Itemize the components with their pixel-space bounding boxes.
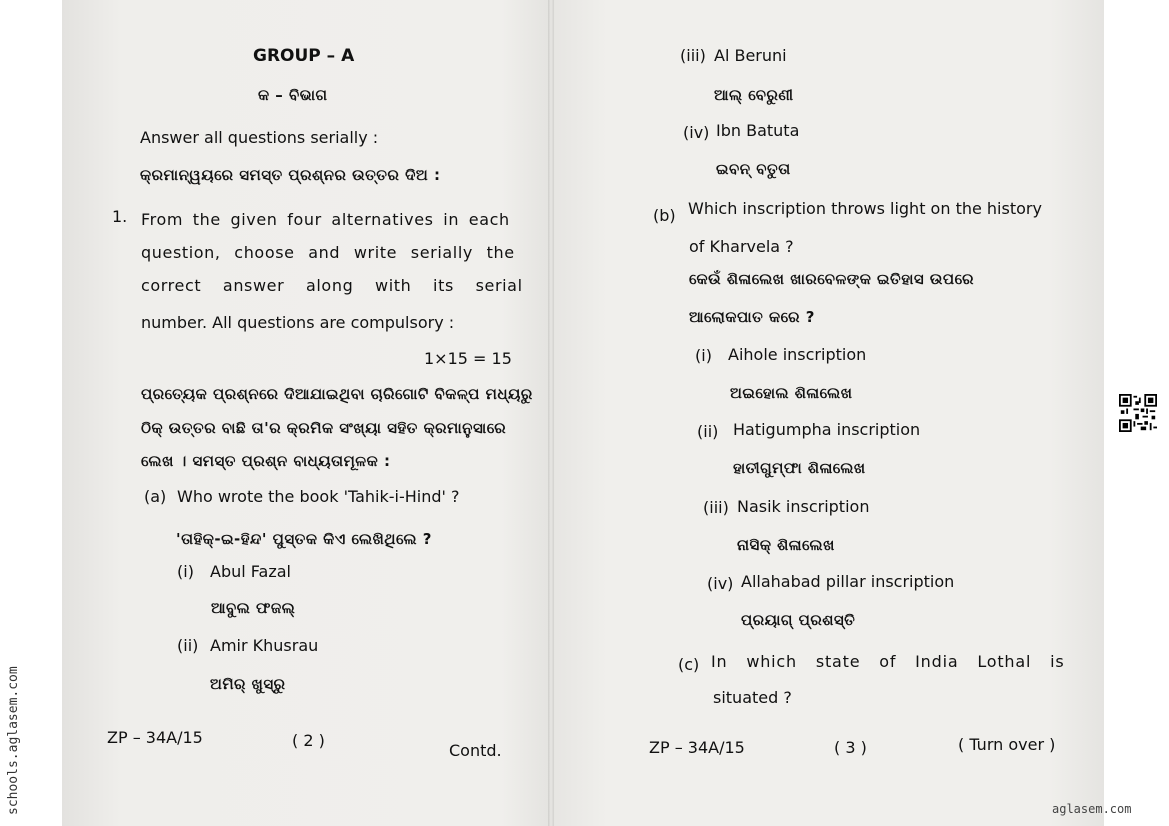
group-title: GROUP – A [253, 46, 355, 66]
q1-line-4: number. All questions are compulsory : [141, 313, 455, 332]
option-num: (ii) [697, 422, 719, 441]
qb-odia-line-2: ଆଲୋକପାତ କରେ ? [689, 308, 815, 326]
right-page [552, 0, 1104, 826]
option-text: Aihole inscription [728, 345, 867, 364]
footer-turn-over: ( Turn over ) [958, 735, 1056, 754]
q1-odia-line-1: ପ୍ରତ୍ୟେକ ପ୍ରଶ୍ନରେ ଦିଆଯାଇଥିବା ଚାରିଗୋଟି ବିକଳ୍ପ ମଧ୍ୟରୁ [141, 385, 533, 403]
option-num: (iv) [707, 574, 734, 593]
qc-line-2: situated ? [713, 688, 792, 707]
footer-page-left: ( 2 ) [292, 731, 325, 750]
option-num: (i) [695, 346, 712, 365]
qb-odia-line-1: କେଉଁ ଶିଳାଲେଖ ଖାରବେଳଙ୍କ ଇତିହାସ ଉପରେ [689, 270, 974, 288]
option-odia: ଅଇହୋଲ ଶିଳାଲେଖ [730, 384, 853, 402]
footer-code-right: ZP – 34A/15 [649, 738, 745, 757]
option-text: Nasik inscription [737, 497, 870, 516]
option-odia: ଆବୁଲ ଫଜଲ୍ [211, 599, 296, 617]
option-text: Ibn Batuta [716, 121, 800, 140]
footer-contd: Contd. [449, 741, 502, 760]
page-fold [548, 0, 554, 826]
q1-line-3: correct answer along with its serial [141, 276, 523, 295]
group-title-odia: କ – ବିଭାଗ [258, 86, 328, 104]
option-text: Abul Fazal [210, 562, 291, 581]
qb-line-2: of Kharvela ? [689, 237, 794, 256]
qa-label: (a) [144, 487, 167, 506]
footer-code-left: ZP – 34A/15 [107, 728, 203, 747]
qc-line-1: In which state of India Lothal is [711, 652, 1065, 671]
q1-line-2: question, choose and write serially the [141, 243, 515, 262]
option-odia: ପ୍ରୟାଗ୍ ପ୍ରଶସ୍ତି [741, 611, 856, 629]
option-odia: ନାସିକ୍ ଶିଳାଲେଖ [737, 536, 835, 554]
instruction-odia: କ୍ରମାନ୍ୱୟରେ ସମସ୍ତ ପ୍ରଶ୍ନର ଉତ୍ତର ଦିଅ : [140, 166, 441, 184]
option-text: Amir Khusrau [210, 636, 319, 655]
qc-label: (c) [678, 655, 700, 674]
qa-text: Who wrote the book 'Tahik-i-Hind' ? [177, 487, 460, 506]
q1-line-1: From the given four alternatives in each [141, 210, 510, 229]
qr-code-icon [1119, 394, 1157, 432]
option-odia: ଅମିର୍ ଖୁସ୍ରୁ [210, 675, 286, 693]
side-watermark: schools.aglasem.com [6, 666, 21, 815]
brand-watermark: aglasem.com [1052, 802, 1132, 816]
instruction: Answer all questions serially : [140, 128, 379, 147]
option-num: (iii) [703, 498, 729, 517]
option-odia: ଇବନ୍ ବତୁତା [716, 160, 791, 178]
q1-odia-line-3: ଲେଖ । ସମସ୍ତ ପ୍ରଶ୍ନ ବାଧ୍ୟତାମୂଳକ : [141, 452, 391, 470]
qb-label: (b) [653, 206, 676, 225]
option-odia: ହାତୀଗୁମ୍ଫା ଶିଳାଲେଖ [733, 459, 866, 477]
footer-page-right: ( 3 ) [834, 738, 867, 757]
marks: 1×15 = 15 [424, 349, 512, 368]
option-num: (iv) [683, 123, 710, 142]
option-text: Hatigumpha inscription [733, 420, 921, 439]
qa-odia: 'ତାହିକ୍-ଇ-ହିନ୍ଦ' ପୁସ୍ତକ କିଏ ଲେଖିଥିଲେ ? [176, 530, 432, 548]
qb-line-1: Which inscription throws light on the history [688, 199, 1042, 218]
option-text: Al Beruni [714, 46, 787, 65]
option-num: (iii) [680, 46, 706, 65]
q1-odia-line-2: ଠିକ୍ ଉତ୍ତର ବାଛି ତା'ର କ୍ରମିକ ସଂଖ୍ୟା ସହିତ କ୍ରମାନୁସାରେ [141, 419, 507, 437]
option-odia: ଆଲ୍ ବେରୁଣୀ [714, 86, 794, 104]
option-num: (i) [177, 562, 194, 581]
option-num: (ii) [177, 636, 199, 655]
option-text: Allahabad pillar inscription [741, 572, 955, 591]
question-number: 1. [112, 207, 128, 226]
left-page [62, 0, 550, 826]
